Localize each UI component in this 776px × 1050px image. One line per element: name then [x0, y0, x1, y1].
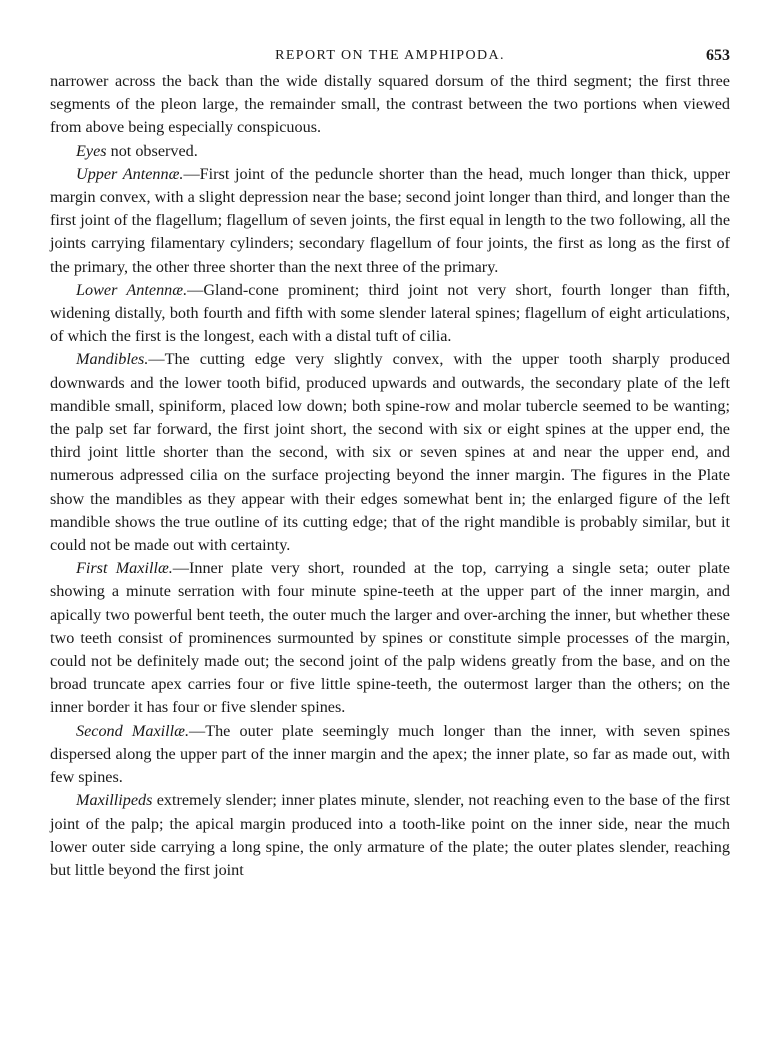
- paragraph-upper-antennae: [50, 163, 730, 279]
- paragraph-lead: Maxillipeds: [76, 791, 153, 810]
- paragraph-lead: Eyes: [76, 141, 107, 160]
- paragraph-text: —The outer plate seemingly much longer than the inner, with seven spines dispersed along the upper part of the inner margin and the apex; the inner plate, so far as made out, with few spines.: [50, 721, 730, 787]
- paragraph-lead: Upper Antennæ.: [76, 164, 184, 183]
- paragraph-maxillipeds: [50, 789, 730, 882]
- document-page: [50, 40, 730, 882]
- paragraph-text: —Inner plate very short, rounded at the top, carrying a single seta; outer plate showing a minute serration with four minute spine-teeth at the upper part of the inner margin, and apically two powerful bent teeth, the outer much the larger and over-arching the inner, but whether these two teeth consist of prominences surmounted by spines or constitute simple processes of the margin, could not be definitely made out; the second joint of the palp widens greatly from the base, and on the broad truncate apex carries four or five little spine-teeth, the outermost larger than the others; on the inner border it has four or five slender spines.: [50, 559, 730, 717]
- paragraph-second-maxillae: [50, 720, 730, 790]
- paragraph-text: not observed.: [106, 141, 198, 160]
- paragraph-text: extremely slender; inner plates minute, slender, not reaching even to the base of the first joint of the palp; the apical margin produced into a tooth-like point on the inner side, near the much lower outer side carrying a long spine, the only armature of the plate; the outer plates slender, reaching but little beyond the first joint: [50, 791, 730, 879]
- page-header: [50, 40, 730, 70]
- paragraph-mandibles: [50, 348, 730, 557]
- paragraph-lead: Second Maxillæ.: [76, 721, 189, 740]
- paragraph-text: —The cutting edge very slightly convex, with the upper tooth sharply produced downwards and the lower tooth bifid, produced upwards and outwards, the secondary plate of the left mandible small, spiniform, placed low down; both spine-row and molar tubercle seemed to be wanting; the palp set far forward, the first joint short, the second with six or eight spines at the upper end, the third joint little shorter than the second, with six or seven spines at and near the upper end, and numerous adpressed cilia on the surface projecting beyond the inner margin. The figures in the Plate show the mandibles as they appear with their edges somewhat bent in; the enlarged figure of the left mandible shows the true outline of its cutting edge; that of the right mandible is probably similar, but it could not be made out with certainty.: [50, 350, 730, 555]
- paragraph-eyes: [50, 140, 730, 163]
- paragraph-lead: Lower Antennæ.: [76, 280, 188, 299]
- paragraph-text: —Gland-cone prominent; third joint not very short, fourth longer than fifth, widening distally, both fourth and fifth with some slender lateral spines; flagellum of eight articulations, of which the first is the longest, each with a distal tuft of cilia.: [50, 280, 730, 346]
- paragraph-lead: First Maxillæ.: [76, 559, 173, 578]
- paragraph-lead: Mandibles.: [76, 350, 149, 369]
- paragraph-text: —First joint of the peduncle shorter than the head, much longer than thick, upper margin convex, with a slight depression near the base; second joint longer than third, and longer than the first joint of the flagellum; flagellum of seven joints, the first equal in length to the two following, all the joints carrying filamentary cylinders; secondary flagellum of four joints, the first as long as the first of the primary, the other three shorter than the next three of the primary.: [50, 164, 730, 276]
- body-text: [50, 70, 730, 882]
- paragraph-first-maxillae: [50, 557, 730, 719]
- running-title: REPORT ON THE AMPHIPODA.: [275, 48, 505, 63]
- paragraph-continuation: [50, 70, 730, 140]
- page-number: 653: [706, 47, 730, 64]
- paragraph-lower-antennae: [50, 279, 730, 349]
- paragraph-text: narrower across the back than the wide distally squared dorsum of the third segment; the first three segments of the pleon large, the remainder small, the contrast between the two portions when viewed from above being especially conspicuous.: [50, 72, 730, 137]
